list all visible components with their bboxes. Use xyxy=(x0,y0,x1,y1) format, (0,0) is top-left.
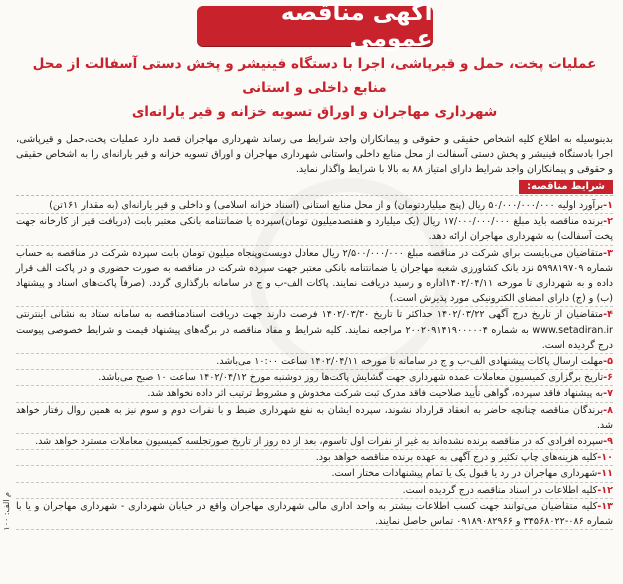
condition-number: ۱۱- xyxy=(597,468,613,480)
condition-text: شهرداری مهاجران در رد یا قبول یک یا تمام پیشنهادات مختار است. xyxy=(331,468,598,480)
condition-number: ۴- xyxy=(603,309,613,321)
intro-paragraph: بدینوسیله به اطلاع کلیه اشخاص حقیقی و حقوقی و پیمانکاران واجد شرایط می رساند شهرداری مهاجران قصد دارد عملیات پخت،حمل و قیرپاشی، اجرا بادستگاه فینیشر و پخش دستی آسفالت از محل منابع داخلی واستانی شهرداری مهاجران و اوراق تسویه خزانه و قیر یارانه‌ای را به اشخاص حقیقی و حقوقی و پیمانکاران واجد شرایط دارای امتیاز ۸۸ به بالا با شرایط واگذار نماید. xyxy=(16,134,613,175)
condition-item xyxy=(16,434,613,450)
condition-number: ۷- xyxy=(603,388,613,400)
condition-number: ۹- xyxy=(603,436,613,448)
condition-text: کلیه هزینه‌های چاپ تکثیر و درج آگهی به عهده برنده مناقصه خواهد بود. xyxy=(315,452,598,464)
tender-subject-line-2: شهرداری مهاجران و اوراق تسویه خزانه و قیر یارانه‌ای xyxy=(131,104,498,120)
condition-text: کلیه اطلاعات در اسناد مناقصه درج گردیده است. xyxy=(402,484,598,496)
condition-number: ۲- xyxy=(603,216,613,228)
condition-text: سپرده افرادی که در مناقصه برنده نشده‌اند به غیر از نفرات اول تاسوم، بعد از ده روز از تاریخ صورتجلسه کمیسیون معاملات مسترد خواهد شد. xyxy=(35,436,604,448)
condition-item xyxy=(16,499,613,530)
condition-text: برنده مناقصه باید مبلغ ۱۷/۰۰۰/۰۰۰/۰۰۰ ریال (یک میلیارد و هفتصدمیلیون تومان)سپرده یا ضمانتنامه بانکی معتبر بابت (دریافت قیر از کارخانه جهت پخت آسفالت) به شهرداری مهاجران ارائه دهد. xyxy=(16,216,613,243)
condition-text: متقاضیان می‌بایست برای شرکت در مناقصه مبلغ ۲/۵۰۰/۰۰۰/۰۰۰ ریال معادل دویست‌وپنجاه میلیون تومان بابت سپرده شرکت در مناقصه به حساب شماره ۵۹۹۸۱۹۷۰۹ نزد بانک کشاورزی شعبه مهاجران یا ضمانتنامه بانکی معتبر جهت سپرده شرکت در مناقصه به صورت حضوری و در پاکت الف قرار داده و به شهرداری تا مورخه ۱۴۰۲/۰۴/۱۱اداره و رسید دریافت نمایند. پاکات الف-ب و ج در سامانه بارگذاری گردد. (صرفاً پاکت‌های اسناد و پیشنهاد (ب) و (ج) دارای امضای الکترونیکی مورد پذیرش است.) xyxy=(16,247,613,305)
condition-number: ۵- xyxy=(603,356,613,368)
condition-number: ۳- xyxy=(603,247,613,259)
condition-text: به پیشنهاد فاقد سپرده، گواهی تأیید صلاحیت فاقد مدرک ثبت شرکت مخدوش و مشروط ترتیب اثر داده نخواهد شد. xyxy=(147,388,604,400)
tender-subject-line-1: عملیات پخت، حمل و قیرپاشی، اجرا با دستگاه فینیشر و پخش دستی آسفالت از محل منابع داخلی و استانی xyxy=(32,56,597,96)
condition-text: برندگان مناقصه چنانچه حاضر به انعقاد قرارداد نشوند، سپرده ایشان به نفع شهرداری ضبط و با نفرات دوم و سوم نیز به همین روال رفتار خواهد شد. xyxy=(16,404,613,431)
condition-item xyxy=(16,214,613,245)
condition-text: متقاضیان از تاریخ درج آگهی ۱۴۰۲/۰۳/۲۲ حداکثر تا تاریخ ۱۴۰۲/۰۳/۳۰ فرصت دارند جهت دریافت اسنادمناقصه به سامانه ستاد به نشانی اینترنتی www.setadiran.ir به شماره ۲۰۰۲۰۹۱۴۱۹۰۰۰۰۰۴ مراجعه نمایند. کلیه شرایط و مفاد مناقصه در برگه‌های پیشنهاد قیمت و شرایط خصوصی پیوست درج گردیده است. xyxy=(16,309,613,351)
condition-number: ۱۳- xyxy=(597,500,613,512)
condition-number: ۶- xyxy=(603,372,613,384)
condition-text: تاریخ برگزاری کمیسیون معاملات عمده شهرداری جهت گشایش پاکت‌ها روز دوشنبه مورخ ۱۴۰۲/۰۴/۱۲ ساعت ۱۰ صبح می‌باشد. xyxy=(98,372,604,384)
condition-number: ۱۰- xyxy=(597,452,613,464)
tender-subject xyxy=(16,52,613,124)
condition-item xyxy=(16,307,613,354)
condition-item xyxy=(16,483,613,499)
ad-code: م الف: ۱۰۰ xyxy=(2,492,11,531)
conditions-list xyxy=(16,198,613,530)
condition-item xyxy=(16,198,613,214)
condition-item xyxy=(16,354,613,370)
conditions-title: شرایط مناقصه: xyxy=(519,180,613,194)
condition-text: برآورد اولیه ۵۰/۰۰۰/۰۰۰/۰۰۰ ریال (پنج میلیاردتومان) و از محل منابع استانی (اسناد خزانه اسلامی) و داخلی و قیر یارانه‌ای (به مقدار ۱۶۱تن) xyxy=(49,200,604,211)
conditions-header xyxy=(16,180,613,196)
condition-item xyxy=(16,246,613,308)
condition-text: کلیه متقاضیان می‌توانند جهت کسب اطلاعات بیشتر به واحد اداری مالی شهرداری مهاجران واقع در خیابان شهرداری - شهرداری مهاجران و یا با شماره ۰۸۶-۳۴۵۶۸۰۲۲ و ۰۹۱۸۹۰۸۲۹۶۶ تماس حاصل نمایند. xyxy=(16,500,613,528)
condition-text: مهلت ارسال پاکات پیشنهادی الف-ب و ج در سامانه تا مورخه ۱۴۰۲/۰۴/۱۱ ساعت ۱۰:۰۰ می‌باشد. xyxy=(216,356,604,368)
page-title: آگهی مناقصه عمومی xyxy=(280,0,433,52)
condition-item xyxy=(16,386,613,402)
condition-number: ۸- xyxy=(603,404,613,416)
condition-item xyxy=(16,370,613,386)
condition-item xyxy=(16,466,613,482)
condition-number: ۱- xyxy=(603,200,613,211)
title-banner xyxy=(197,0,433,52)
condition-item xyxy=(16,403,613,434)
condition-number: ۱۲- xyxy=(597,484,613,496)
condition-item xyxy=(16,450,613,466)
